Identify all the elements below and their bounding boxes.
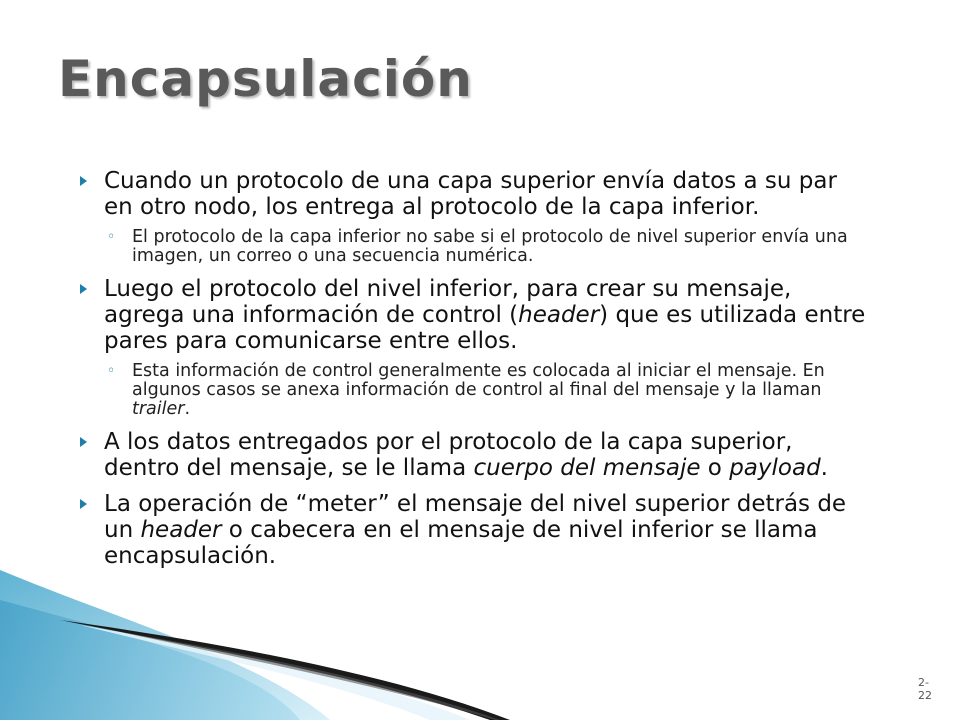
decorative-wave-graphic: [0, 560, 560, 720]
sub-bullet-emphasis: trailer: [132, 399, 185, 419]
sub-bullet-text-part: Esta información de control generalmente es colocada al iniciar el mensaje. En algunos casos se anexa información de control al final del mensaje y la llaman: [132, 361, 825, 400]
bullet-item-3: [76, 429, 866, 481]
bullet-item-4: [76, 491, 866, 569]
bullet-item-1: [76, 168, 866, 266]
bullet-text-part: Luego el protocolo del nivel inferior, para crear su mensaje, agrega una información de control (: [104, 276, 792, 328]
bullet-text-part: .: [820, 455, 828, 481]
bullet-text: Cuando un protocolo de una capa superior envía datos a su par en otro nodo, los entrega al protocolo de la capa inferior.: [104, 168, 837, 220]
circle-bullet-icon: ◦: [107, 229, 116, 245]
sub-bullet-item: [104, 362, 866, 419]
bullet-text-emphasis: header: [518, 302, 600, 328]
slide-title: Encapsulación: [58, 50, 473, 108]
arrow-bullet-icon: [80, 284, 87, 294]
arrow-bullet-icon: [80, 176, 87, 186]
bullet-text-emphasis: payload: [729, 455, 821, 481]
bullet-text-part: o: [700, 455, 730, 481]
arrow-bullet-icon: [80, 499, 87, 509]
bullet-text-part: ) que es utilizada entre pares para comunicarse entre ellos.: [104, 302, 866, 354]
arrow-bullet-icon: [80, 437, 87, 447]
sub-bullet-text-part: .: [184, 399, 191, 419]
bullet-text-emphasis: cuerpo del mensaje: [473, 455, 701, 481]
circle-bullet-icon: ◦: [107, 363, 116, 379]
sub-bullet-item: [104, 228, 866, 266]
sub-bullet-text: El protocolo de la capa inferior no sabe si el protocolo de nivel superior envía una imagen, un correo o una secuencia numérica.: [132, 227, 848, 266]
bullet-text-part: La operación de “meter” el mensaje del nivel superior detrás de un: [104, 491, 847, 543]
bullet-text-part: A los datos entregados por el protocolo de la capa superior, dentro del mensaje, se le llama: [104, 429, 793, 481]
page-number: 2- 22: [918, 676, 932, 702]
bullet-text-emphasis: header: [140, 517, 222, 543]
bullet-item-2: [76, 276, 866, 419]
bullet-list: [76, 168, 866, 579]
bullet-text-part: o cabecera en el mensaje de nivel inferior se llama encapsulación.: [104, 517, 818, 569]
